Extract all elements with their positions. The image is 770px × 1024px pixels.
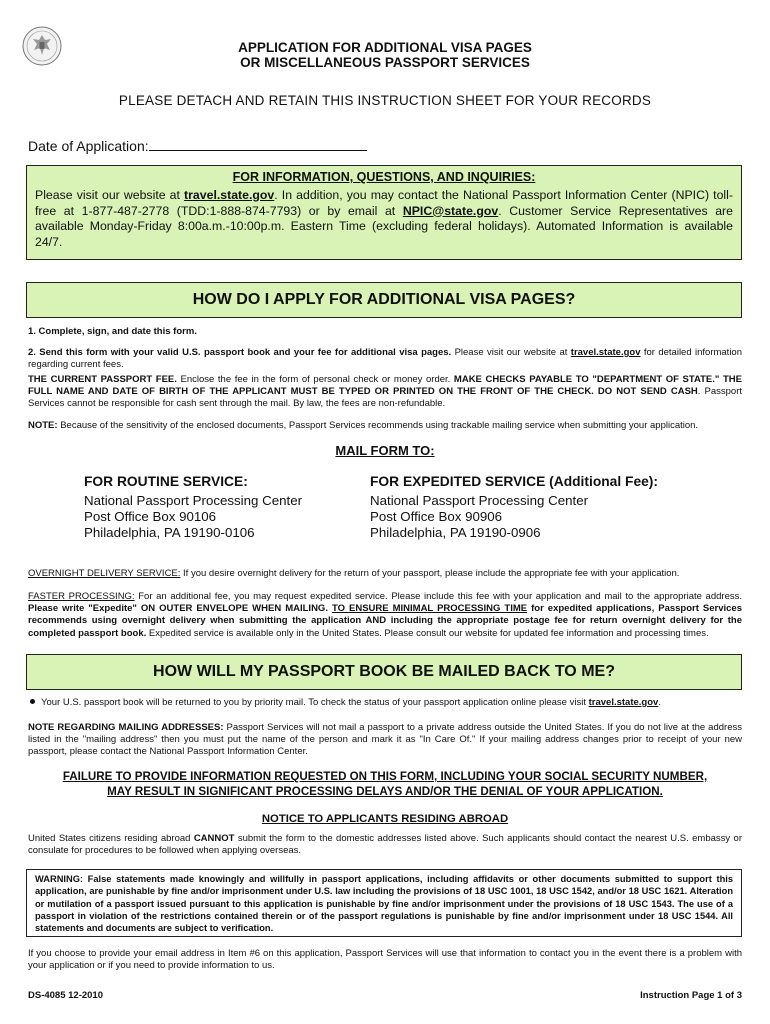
overnight-label: OVERNIGHT DELIVERY SERVICE:: [28, 568, 181, 579]
failure-line-1: FAILURE TO PROVIDE INFORMATION REQUESTED ON THIS FORM, INCLUDING YOUR SOCIAL SECURITY NUMBER,: [62, 770, 708, 783]
step-2: [28, 347, 742, 371]
visa-pages-heading: HOW DO I APPLY FOR ADDITIONAL VISA PAGES?: [26, 282, 742, 318]
abroad-text-2: submit the form to the domestic addresses listed above. Such applicants should contact the nearest U.S. embassy or consulate for procedures to be followed when applying overseas.: [28, 833, 742, 857]
routine-service-address: [84, 474, 302, 541]
address-note-label: NOTE REGARDING MAILING ADDRESSES:: [28, 722, 224, 733]
email-notice: If you choose to provide your email address in Item #6 on this application, Passport Services will use that information to contact you in the event there is a problem with your application or if you need to provide information to us.: [28, 948, 742, 972]
address-note-text: Passport Services will not mail a passport to a private address outside the United States. If you do not live at the address listed in the "mailing address" then you must put the name of the person and mark it as "In Care Of." If your mailing address changes prior to receipt of your new passport, please contact the National Passport Information Center.: [28, 722, 742, 758]
note-text: Because of the sensitivity of the enclosed documents, Passport Services recommends using trackable mailing service when submitting your application.: [57, 420, 699, 431]
fee-text: Enclose the fee in the form of personal check or money order.: [176, 374, 454, 385]
date-of-application: [28, 137, 367, 154]
faster-text-1: For an additional fee, you may request expedited service. Please include this fee with your application and mail to the appropriate address.: [134, 591, 742, 602]
failure-notice: [0, 769, 770, 799]
routine-line-2: Post Office Box 90106: [84, 509, 217, 524]
step-2-link[interactable]: travel.state.gov: [570, 347, 641, 358]
page-label: Instruction Page 1 of 3: [640, 990, 742, 1001]
fee-tail: . Passport Services cannot be responsible for cash sent through the mail. By law, the fees are non-refundable.: [28, 386, 742, 410]
document-title: [0, 40, 770, 70]
routine-heading: FOR ROUTINE SERVICE:: [84, 474, 248, 489]
faster-label: FASTER PROCESSING:: [28, 591, 135, 602]
failure-line-2: MAY RESULT IN SIGNIFICANT PROCESSING DELAYS AND/OR THE DENIAL OF YOUR APPLICATION.: [107, 785, 663, 798]
abroad-notice-heading: NOTICE TO APPLICANTS RESIDING ABROAD: [261, 813, 509, 825]
routine-line-1: National Passport Processing Center: [84, 493, 303, 508]
faster-bold-underline: TO ENSURE MINIMAL PROCESSING TIME: [331, 603, 528, 615]
note-label: NOTE:: [28, 420, 58, 431]
bullet-icon: [30, 699, 35, 704]
mailback-heading: HOW WILL MY PASSPORT BOOK BE MAILED BACK TO ME?: [26, 654, 742, 690]
abroad-bold: CANNOT: [193, 833, 235, 844]
fee-label: THE CURRENT PASSPORT FEE.: [28, 374, 177, 385]
faster-bold-2: for expedited applications, Passport Services recommends using overnight delivery when submitting the application AND including the appropriate postage fee for return overnight delivery for the completed passport book.: [28, 603, 742, 639]
note-paragraph: [28, 420, 742, 432]
fee-bold: MAKE CHECKS PAYABLE TO "DEPARTMENT OF STATE." THE FULL NAME AND DATE OF BIRTH OF THE APPLICANT MUST BE TYPED OR PRINTED ON THE FRONT OF THE CHECK. DO NOT SEND CASH: [28, 374, 742, 398]
title-line-1: APPLICATION FOR ADDITIONAL VISA PAGES: [238, 40, 532, 55]
abroad-paragraph: [28, 833, 742, 857]
info-text-1: Please visit our website at: [35, 188, 185, 202]
return-bullet-link[interactable]: travel.state.gov: [588, 697, 659, 708]
faster-bold-1: Please write "Expedite" ON OUTER ENVELOPE WHEN MAILING.: [28, 603, 332, 615]
date-field-line: [149, 137, 367, 151]
abroad-text-1: United States citizens residing abroad: [28, 833, 194, 844]
expedited-line-2: Post Office Box 90906: [370, 509, 503, 524]
info-text-3: . Customer Service Representatives are available Monday-Friday 8:00a.m.-10:00p.m. Eastern Time (excluding federal holidays). Automated Information is available 24/7.: [35, 203, 733, 249]
overnight-paragraph: [28, 568, 742, 580]
info-text: [35, 188, 733, 250]
step-2-text: Please visit our website at: [451, 347, 571, 358]
return-bullet: [28, 697, 742, 709]
faster-processing-paragraph: [28, 591, 742, 640]
info-box: [26, 165, 742, 260]
expedited-service-address: [370, 474, 658, 541]
overnight-text: If you desire overnight delivery for the return of your passport, please include the appropriate fee with your application.: [180, 568, 680, 579]
step-2-bold: 2. Send this form with your valid U.S. passport book and your fee for additional visa pages.: [28, 347, 452, 358]
routine-line-3: Philadelphia, PA 19190-0106: [84, 525, 255, 540]
faster-text-2: Expedited service is available only in the United States. Please consult our website for updated fee information and processing times.: [146, 627, 709, 639]
expedited-heading: FOR EXPEDITED SERVICE (Additional Fee):: [370, 474, 658, 489]
return-bullet-tail: .: [658, 697, 661, 708]
info-heading: FOR INFORMATION, QUESTIONS, AND INQUIRIES:: [232, 170, 536, 184]
step-1: [28, 326, 742, 338]
form-number: DS-4085 12-2010: [28, 990, 103, 1001]
detach-notice: PLEASE DETACH AND RETAIN THIS INSTRUCTION SHEET FOR YOUR RECORDS: [118, 93, 652, 108]
step-1-text: 1. Complete, sign, and date this form.: [28, 326, 197, 337]
info-text-2: . In addition, you may contact the National Passport Information Center (NPIC) toll-free at 1-877-487-2778 (TDD:1-888-874-7793) or by email at: [35, 188, 733, 218]
title-line-2: OR MISCELLANEOUS PASSPORT SERVICES: [240, 55, 530, 70]
return-bullet-text: Your U.S. passport book will be returned to you by priority mail. To check the status of your passport application online please visit: [41, 697, 589, 708]
email-link[interactable]: NPIC@state.gov: [402, 203, 499, 218]
mailing-address-note: [28, 722, 742, 759]
mail-form-heading: MAIL FORM TO:: [335, 443, 435, 458]
website-link[interactable]: travel.state.gov: [184, 188, 275, 202]
date-label: Date of Application:: [28, 138, 149, 154]
fee-paragraph: [28, 374, 742, 411]
warning-box: WARNING: False statements made knowingly and willfully in passport applications, including affidavits or other documents submitted to support this application, are punishable by fine and/or imprisonment under U.S. law including the provisions of 18 USC 1001, 18 USC 1542, and/or 18 USC 1621. Alteration or mutilation of a passport issued pursuant to this application is punishable by fine and/or imprisonment under the provisions of 18 USC 1543. The use of a passport in violation of the restrictions contained therein or of the passport regulations is punishable by fine and/or imprisonment under 18 USC 1544. All statements and documents are subject to verification.: [26, 869, 742, 937]
step-2-tail: for detailed information regarding current fees.: [28, 347, 743, 371]
expedited-line-1: National Passport Processing Center: [370, 493, 589, 508]
expedited-line-3: Philadelphia, PA 19190-0906: [370, 525, 541, 540]
